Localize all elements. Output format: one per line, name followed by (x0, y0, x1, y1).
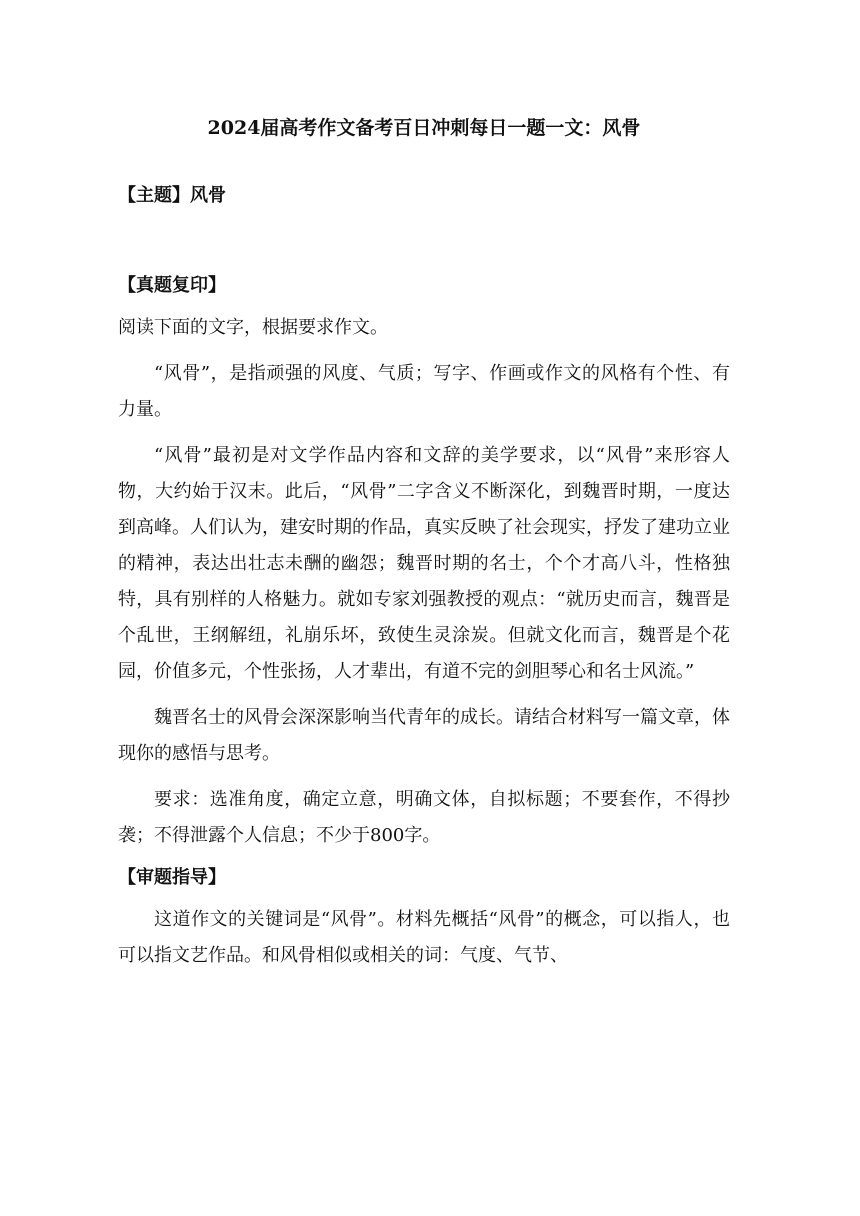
document-page (118, 110, 730, 974)
paragraph-requirements: 要求：选准角度，确定立意，明确文体，自拟标题；不要套作，不得抄袭；不得泄露个人信息；不少于800字。 (118, 789, 730, 846)
intro-line: 阅读下面的文字，根据要求作文。 (118, 317, 388, 338)
theme-heading: 【主题】风骨 (118, 185, 226, 206)
paragraph-guide: 这道作文的关键词是“风骨”。材料先概括“风骨”的概念，可以指人，也可以指文艺作品。和风骨相似或相关的词：气度、气节、 (118, 909, 730, 966)
guide-heading: 【审题指导】 (118, 867, 226, 888)
paragraph-definition: “风骨”，是指顽强的风度、气质；写字、作画或作文的风格有个性、有力量。 (118, 363, 730, 420)
zhenti-heading: 【真题复印】 (118, 275, 226, 296)
document-title: 2024届高考作文备考百日冲刺每日一题一文：风骨 (207, 117, 641, 139)
paragraph-history: “风骨”最初是对文学作品内容和文辞的美学要求，以“风骨”来形容人物，大约始于汉末。此后，“风骨”二字含义不断深化，到魏晋时期，一度达到高峰。人们认为，建安时期的作品，真实反映了社会现实，抒发了建功立业的精神，表达出壮志未酬的幽怨；魏晋时期的名士，个个才高八斗，性格独特，具有别样的人格魅力。就如专家刘强教授的观点：“就历史而言，魏晋是个乱世，王纲解纽，礼崩乐坏，致使生灵涂炭。但就文化而言，魏晋是个花园，价值多元，个性张扬，人才辈出，有道不完的剑胆琴心和名士风流。” (118, 445, 730, 682)
paragraph-prompt: 魏晋名士的风骨会深深影响当代青年的成长。请结合材料写一篇文章，体现你的感悟与思考。 (118, 707, 730, 764)
